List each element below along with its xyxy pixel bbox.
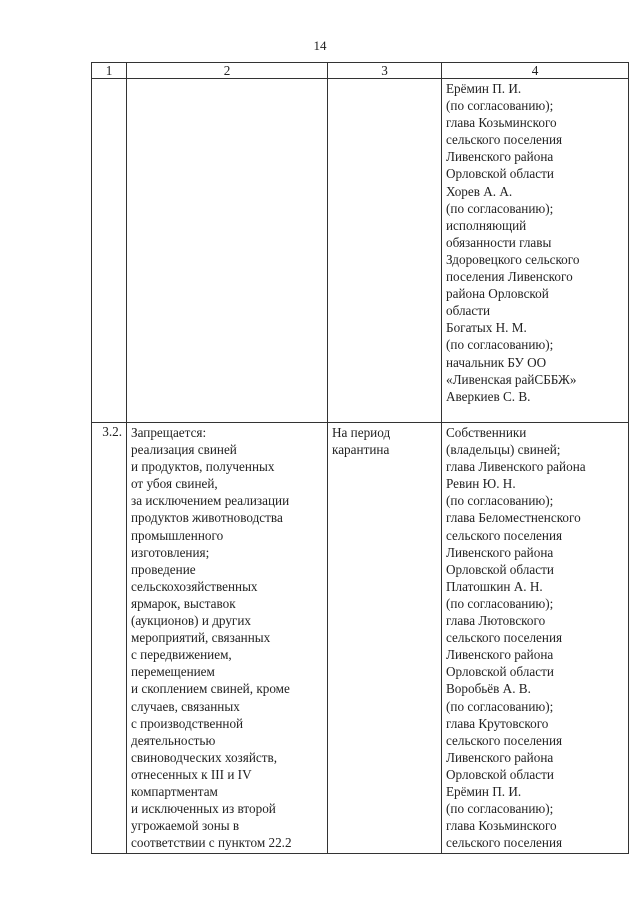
row-number-cell: 3.2. xyxy=(92,423,127,854)
text-line: Орловской области xyxy=(446,664,554,680)
text-line: (аукционов) и других xyxy=(131,613,251,629)
text-line: области xyxy=(446,303,491,319)
text-line: (по согласованию); xyxy=(446,200,554,216)
text-line: Запрещается: xyxy=(131,425,207,440)
text-line: Богатых Н. М. xyxy=(446,320,527,336)
term-cell xyxy=(328,79,442,423)
text-line: Ливенского района xyxy=(446,544,554,560)
text-line: Ревин Ю. Н. xyxy=(446,476,516,492)
text-line: Собственники xyxy=(446,425,527,440)
text-line: Ерёмин П. И. xyxy=(446,783,522,799)
header-cell: 2 xyxy=(127,63,328,79)
text-line: Орловской области xyxy=(446,766,554,782)
text-line: Воробьёв А. В. xyxy=(446,681,531,697)
text-line: глава Ливенского района xyxy=(446,459,586,475)
table-header-row xyxy=(92,63,629,79)
text-line: сельского поселения xyxy=(446,527,563,543)
text-line: глава Козьминского xyxy=(446,115,557,131)
text-line: с производственной xyxy=(131,715,244,731)
text-line: и продуктов, полученных xyxy=(131,459,275,475)
text-line: исполняющий xyxy=(446,217,527,233)
text-line: (по согласованию); xyxy=(446,801,554,817)
text-line: карантина xyxy=(332,442,390,458)
text-line: Аверкиев С. В. xyxy=(446,388,531,404)
text-line: Ерёмин П. И. xyxy=(446,81,522,96)
table-row xyxy=(92,79,629,423)
text-line: (по согласованию); xyxy=(446,595,554,611)
text-line: Хорев А. А. xyxy=(446,183,513,199)
text-line: компартментам xyxy=(131,783,218,799)
text-line: деятельностью xyxy=(131,732,216,748)
text-line: На период xyxy=(332,425,391,440)
text-line: Платошкин А. Н. xyxy=(446,578,543,594)
page-number: 14 xyxy=(313,38,327,53)
text-line: случаев, связанных xyxy=(131,698,240,714)
text-line: района Орловской xyxy=(446,286,549,302)
table-row xyxy=(92,423,629,854)
term-cell xyxy=(328,423,442,854)
text-line: с передвижением, xyxy=(131,647,232,663)
measure-cell xyxy=(127,79,328,423)
text-line: Здоровецкого сельского xyxy=(446,251,580,267)
text-line: сельскохозяйственных xyxy=(131,578,258,594)
text-line: Орловской области xyxy=(446,561,554,577)
text-line: (по согласованию); xyxy=(446,337,554,353)
text-line: свиноводческих хозяйств, xyxy=(131,749,278,765)
header-cell: 4 xyxy=(442,63,629,79)
text-line: (по согласованию); xyxy=(446,698,554,714)
text-line: и исключенных из второй xyxy=(131,801,276,817)
text-line: соответствии с пунктом 22.2 xyxy=(131,835,292,851)
responsible-cell xyxy=(442,79,629,423)
text-line: (по согласованию); xyxy=(446,493,554,509)
text-line: глава Козьминского xyxy=(446,818,557,834)
text-line: от убоя свиней, xyxy=(131,476,218,492)
text-line: перемещением xyxy=(131,664,215,680)
text-line: изготовления; xyxy=(131,544,210,560)
header-cell: 3 xyxy=(328,63,442,79)
text-line: за исключением реализации xyxy=(131,493,290,509)
text-line: отнесенных к III и IV xyxy=(131,766,252,782)
responsible-cell xyxy=(442,423,629,854)
text-line: сельского поселения xyxy=(446,732,563,748)
text-line: и скоплением свиней, кроме xyxy=(131,681,290,697)
row-number-cell xyxy=(92,79,127,423)
text-line: «Ливенская райСББЖ» xyxy=(446,371,577,387)
text-line: проведение xyxy=(131,561,196,577)
text-line: (по согласованию); xyxy=(446,98,554,114)
header-cell: 1 xyxy=(92,63,127,79)
text-line: продуктов животноводства xyxy=(131,510,283,526)
measure-cell xyxy=(127,423,328,854)
text-line: сельского поселения xyxy=(446,835,563,851)
text-line: реализация свиней xyxy=(131,442,237,458)
text-line: глава Крутовского xyxy=(446,715,549,731)
text-line: глава Лютовского xyxy=(446,613,546,629)
measures-table xyxy=(91,62,629,854)
text-line: обязанности главы xyxy=(446,234,552,250)
text-line: ярмарок, выставок xyxy=(131,595,236,611)
text-line: мероприятий, связанных xyxy=(131,630,271,646)
text-line: начальник БУ ОО xyxy=(446,354,547,370)
text-line: Орловской области xyxy=(446,166,554,182)
text-line: Ливенского района xyxy=(446,647,554,663)
text-line: Ливенского района xyxy=(446,749,554,765)
text-line: угрожаемой зоны в xyxy=(131,818,240,834)
text-line: сельского поселения xyxy=(446,630,563,646)
text-line: сельского поселения xyxy=(446,132,563,148)
text-line: Ливенского района xyxy=(446,149,554,165)
text-line: (владельцы) свиней; xyxy=(446,442,561,458)
text-line: поселения Ливенского xyxy=(446,269,573,285)
text-line: глава Беломестненского xyxy=(446,510,581,526)
text-line: промышленного xyxy=(131,527,224,543)
